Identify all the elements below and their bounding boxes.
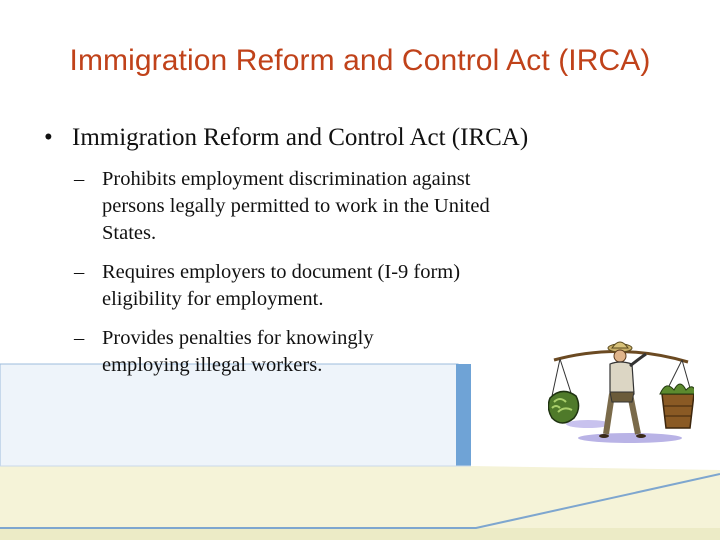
rope-shape bbox=[682, 360, 690, 388]
rope-shape bbox=[560, 359, 572, 396]
subbullet-1-line-1: Prohibits employment discrimination against bbox=[102, 168, 471, 190]
rope-shape bbox=[552, 359, 560, 396]
subbullet-2-line-2: eligibility for employment. bbox=[102, 288, 324, 310]
worker-carrying-baskets-icon bbox=[548, 336, 694, 448]
subbullet-1-line-3: States. bbox=[102, 222, 157, 244]
subbullet-3-line-2: employing illegal workers. bbox=[102, 354, 323, 376]
shadow-shape bbox=[578, 433, 682, 443]
foot bbox=[636, 434, 646, 438]
torso bbox=[610, 362, 634, 394]
hat-top bbox=[612, 342, 628, 348]
head bbox=[614, 350, 626, 362]
slide-title: Immigration Reform and Control Act (IRCA) bbox=[69, 44, 651, 77]
shadow-shape bbox=[566, 420, 610, 428]
subbullet-2 bbox=[44, 259, 664, 313]
bullet-main bbox=[44, 122, 664, 154]
subbullet-1 bbox=[44, 166, 664, 247]
pants bbox=[610, 392, 634, 402]
dash-icon: – bbox=[74, 168, 85, 190]
cream-bottom-strip bbox=[0, 528, 720, 540]
foot bbox=[599, 434, 609, 438]
subbullet-2-line-1: Requires employers to document (I-9 form) bbox=[102, 261, 461, 283]
dash-icon: – bbox=[74, 327, 85, 349]
bullet-dot-icon: • bbox=[44, 124, 53, 151]
subbullet-3-line-1: Provides penalties for knowingly bbox=[102, 327, 374, 349]
bullet-main-text: Immigration Reform and Control Act (IRCA) bbox=[72, 124, 529, 151]
right-basket bbox=[662, 394, 694, 428]
dash-icon: – bbox=[74, 261, 85, 283]
arm bbox=[630, 354, 646, 366]
subbullet-1-line-2: persons legally permitted to work in the United bbox=[102, 195, 490, 217]
